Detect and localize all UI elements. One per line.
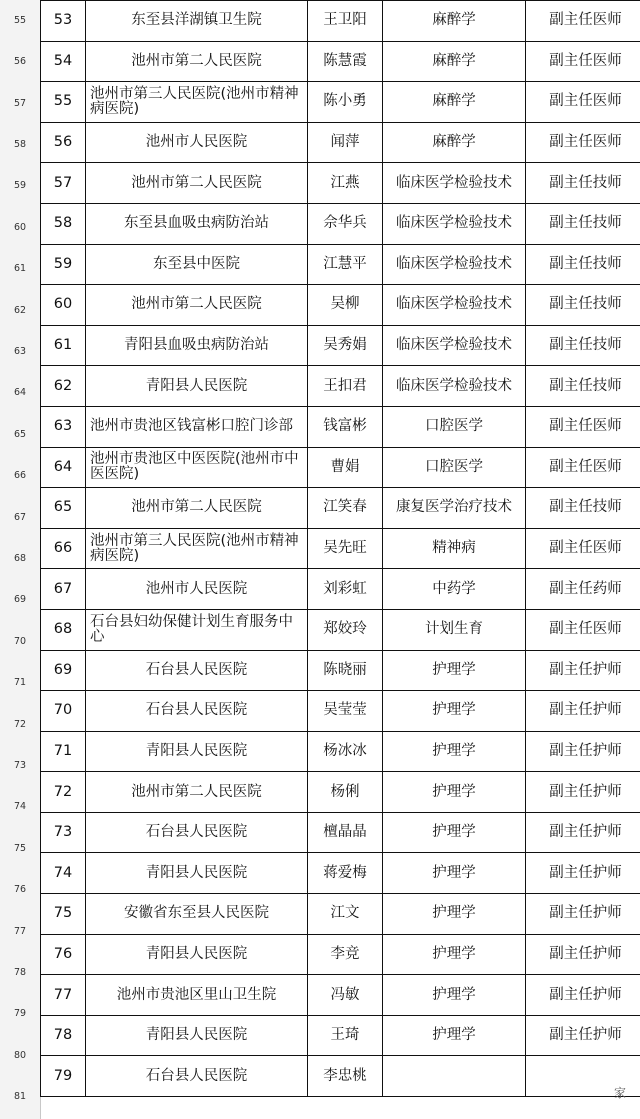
cell-serial-number: 76 <box>41 934 86 975</box>
table-row <box>41 82 640 123</box>
cell-serial-number: 69 <box>41 650 86 691</box>
cell-specialty: 麻醉学 <box>383 1 526 42</box>
cell-specialty: 口腔医学 <box>383 406 526 447</box>
cell-title: 副主任医师 <box>526 528 640 569</box>
row-number: 55 <box>13 14 27 26</box>
cell-person-name: 王卫阳 <box>308 1 383 42</box>
cell-person-name: 曹娟 <box>308 447 383 488</box>
cell-person-name: 吴莹莹 <box>308 691 383 732</box>
row-number: 73 <box>13 759 27 771</box>
cell-work-unit: 池州市第二人民医院 <box>86 772 308 813</box>
cell-serial-number: 65 <box>41 488 86 529</box>
cell-specialty: 护理学 <box>383 650 526 691</box>
cell-serial-number: 63 <box>41 406 86 447</box>
cell-serial-number: 77 <box>41 975 86 1016</box>
table-row <box>41 1 640 42</box>
cell-specialty: 护理学 <box>383 772 526 813</box>
cell-specialty: 临床医学检验技术 <box>383 163 526 204</box>
cell-serial-number: 62 <box>41 366 86 407</box>
table-row <box>41 569 640 610</box>
cell-person-name: 王琦 <box>308 1015 383 1056</box>
cell-work-unit: 池州市贵池区中医医院(池州市中医医院) <box>86 447 308 488</box>
watermark-text: 家 <box>613 1086 626 1100</box>
row-number: 76 <box>13 884 27 896</box>
cell-person-name: 吴秀娟 <box>308 325 383 366</box>
cell-work-unit: 东至县洋湖镇卫生院 <box>86 1 308 42</box>
cell-person-name: 杨俐 <box>308 772 383 813</box>
cell-work-unit: 池州市第二人民医院 <box>86 488 308 529</box>
table-row <box>41 366 640 407</box>
cell-serial-number: 71 <box>41 731 86 772</box>
cell-work-unit: 池州市贵池区钱富彬口腔门诊部 <box>86 406 308 447</box>
cell-title: 副主任护师 <box>526 975 640 1016</box>
row-number: 78 <box>13 966 27 978</box>
row-number: 58 <box>13 138 27 150</box>
cell-serial-number: 66 <box>41 528 86 569</box>
row-number: 79 <box>13 1008 27 1020</box>
row-number: 69 <box>13 594 27 606</box>
table-row <box>41 650 640 691</box>
cell-specialty: 护理学 <box>383 812 526 853</box>
table-row <box>41 731 640 772</box>
table-row <box>41 934 640 975</box>
cell-title: 副主任医师 <box>526 82 640 123</box>
row-number: 81 <box>13 1091 27 1103</box>
cell-work-unit: 青阳县人民医院 <box>86 366 308 407</box>
cell-serial-number: 75 <box>41 894 86 935</box>
cell-person-name: 杨冰冰 <box>308 731 383 772</box>
cell-specialty: 康复医学治疗技术 <box>383 488 526 529</box>
table-row <box>41 853 640 894</box>
cell-work-unit: 石台县人民医院 <box>86 691 308 732</box>
cell-serial-number: 56 <box>41 122 86 163</box>
row-number: 65 <box>13 428 27 440</box>
cell-person-name: 吴先旺 <box>308 528 383 569</box>
cell-work-unit: 池州市第二人民医院 <box>86 285 308 326</box>
cell-title: 副主任护师 <box>526 934 640 975</box>
cell-specialty: 计划生育 <box>383 609 526 650</box>
cell-work-unit: 青阳县人民医院 <box>86 934 308 975</box>
cell-work-unit: 青阳县人民医院 <box>86 1015 308 1056</box>
cell-person-name: 冯敏 <box>308 975 383 1016</box>
cell-title: 副主任技师 <box>526 163 640 204</box>
cell-work-unit: 东至县中医院 <box>86 244 308 285</box>
table-row <box>41 609 640 650</box>
cell-person-name: 佘华兵 <box>308 203 383 244</box>
table-row <box>41 406 640 447</box>
cell-person-name: 王扣君 <box>308 366 383 407</box>
cell-specialty: 临床医学检验技术 <box>383 285 526 326</box>
row-number: 70 <box>13 635 27 647</box>
row-number: 57 <box>13 97 27 109</box>
cell-serial-number: 74 <box>41 853 86 894</box>
cell-work-unit: 石台县人民医院 <box>86 650 308 691</box>
cell-serial-number: 67 <box>41 569 86 610</box>
title-list-table <box>40 0 640 1097</box>
cell-person-name: 陈小勇 <box>308 82 383 123</box>
cell-person-name: 闻萍 <box>308 122 383 163</box>
cell-serial-number: 70 <box>41 691 86 732</box>
cell-serial-number: 57 <box>41 163 86 204</box>
cell-serial-number: 58 <box>41 203 86 244</box>
cell-serial-number: 79 <box>41 1056 86 1097</box>
cell-work-unit: 石台县人民医院 <box>86 812 308 853</box>
cell-work-unit: 池州市第三人民医院(池州市精神病医院) <box>86 528 308 569</box>
cell-person-name: 檀晶晶 <box>308 812 383 853</box>
row-number: 60 <box>13 221 27 233</box>
cell-title: 副主任护师 <box>526 650 640 691</box>
cell-title: 副主任护师 <box>526 853 640 894</box>
cell-specialty: 护理学 <box>383 691 526 732</box>
cell-specialty: 麻醉学 <box>383 41 526 82</box>
cell-specialty: 麻醉学 <box>383 122 526 163</box>
cell-work-unit: 石台县妇幼保健计划生育服务中心 <box>86 609 308 650</box>
cell-work-unit: 池州市人民医院 <box>86 122 308 163</box>
cell-work-unit: 池州市人民医院 <box>86 569 308 610</box>
row-number: 68 <box>13 552 27 564</box>
cell-title: 副主任药师 <box>526 569 640 610</box>
table-row <box>41 163 640 204</box>
cell-specialty: 临床医学检验技术 <box>383 366 526 407</box>
cell-work-unit: 池州市贵池区里山卫生院 <box>86 975 308 1016</box>
cell-specialty: 麻醉学 <box>383 82 526 123</box>
table-row <box>41 447 640 488</box>
row-number: 80 <box>13 1049 27 1061</box>
cell-work-unit: 安徽省东至县人民医院 <box>86 894 308 935</box>
table-row <box>41 1056 640 1097</box>
cell-title: 副主任护师 <box>526 1015 640 1056</box>
row-number: 59 <box>13 180 27 192</box>
table-row <box>41 488 640 529</box>
table-row <box>41 975 640 1016</box>
cell-person-name: 陈慧霞 <box>308 41 383 82</box>
cell-person-name: 钱富彬 <box>308 406 383 447</box>
row-number: 56 <box>13 56 27 68</box>
cell-work-unit: 池州市第二人民医院 <box>86 163 308 204</box>
cell-serial-number: 64 <box>41 447 86 488</box>
table-body <box>41 1 640 1097</box>
cell-title: 副主任医师 <box>526 1 640 42</box>
row-number: 77 <box>13 925 27 937</box>
table-row <box>41 244 640 285</box>
table-row <box>41 325 640 366</box>
table-row <box>41 41 640 82</box>
cell-title: 副主任护师 <box>526 731 640 772</box>
cell-serial-number: 55 <box>41 82 86 123</box>
cell-work-unit: 青阳县人民医院 <box>86 853 308 894</box>
row-number: 71 <box>13 677 27 689</box>
cell-serial-number: 61 <box>41 325 86 366</box>
cell-specialty <box>383 1056 526 1097</box>
cell-title: 副主任技师 <box>526 285 640 326</box>
cell-serial-number: 59 <box>41 244 86 285</box>
cell-specialty: 中药学 <box>383 569 526 610</box>
table-row <box>41 894 640 935</box>
table-row <box>41 691 640 732</box>
cell-specialty: 护理学 <box>383 934 526 975</box>
row-number: 75 <box>13 842 27 854</box>
cell-person-name: 蒋爱梅 <box>308 853 383 894</box>
cell-work-unit: 石台县人民医院 <box>86 1056 308 1097</box>
cell-title: 副主任技师 <box>526 325 640 366</box>
row-number: 63 <box>13 345 27 357</box>
cell-person-name: 江慧平 <box>308 244 383 285</box>
cell-title: 副主任护师 <box>526 894 640 935</box>
cell-specialty: 护理学 <box>383 1015 526 1056</box>
cell-specialty: 口腔医学 <box>383 447 526 488</box>
cell-title: 副主任技师 <box>526 203 640 244</box>
cell-serial-number: 60 <box>41 285 86 326</box>
cell-title: 副主任技师 <box>526 488 640 529</box>
cell-title: 副主任医师 <box>526 406 640 447</box>
cell-person-name: 江文 <box>308 894 383 935</box>
cell-title: 副主任技师 <box>526 244 640 285</box>
cell-title: 副主任护师 <box>526 812 640 853</box>
cell-specialty: 精神病 <box>383 528 526 569</box>
table-row <box>41 1015 640 1056</box>
row-number: 72 <box>13 718 27 730</box>
cell-serial-number: 73 <box>41 812 86 853</box>
cell-person-name: 李竞 <box>308 934 383 975</box>
cell-person-name: 陈晓丽 <box>308 650 383 691</box>
row-number: 74 <box>13 801 27 813</box>
cell-person-name: 吴柳 <box>308 285 383 326</box>
table-row <box>41 812 640 853</box>
row-number: 66 <box>13 470 27 482</box>
cell-serial-number: 72 <box>41 772 86 813</box>
cell-work-unit: 青阳县人民医院 <box>86 731 308 772</box>
table-row <box>41 122 640 163</box>
cell-work-unit: 东至县血吸虫病防治站 <box>86 203 308 244</box>
cell-title: 副主任护师 <box>526 691 640 732</box>
cell-specialty: 护理学 <box>383 894 526 935</box>
table-row <box>41 772 640 813</box>
cell-specialty: 临床医学检验技术 <box>383 203 526 244</box>
cell-specialty: 护理学 <box>383 731 526 772</box>
cell-work-unit: 池州市第三人民医院(池州市精神病医院) <box>86 82 308 123</box>
cell-person-name: 郑姣玲 <box>308 609 383 650</box>
cell-title: 副主任医师 <box>526 41 640 82</box>
cell-title: 副主任护师 <box>526 772 640 813</box>
cell-serial-number: 78 <box>41 1015 86 1056</box>
cell-title: 副主任医师 <box>526 447 640 488</box>
cell-serial-number: 68 <box>41 609 86 650</box>
cell-serial-number: 54 <box>41 41 86 82</box>
table-row <box>41 285 640 326</box>
table-row <box>41 528 640 569</box>
cell-specialty: 临床医学检验技术 <box>383 325 526 366</box>
cell-person-name: 江燕 <box>308 163 383 204</box>
row-number: 62 <box>13 304 27 316</box>
row-number: 64 <box>13 387 27 399</box>
table-row <box>41 203 640 244</box>
cell-person-name: 李忠桃 <box>308 1056 383 1097</box>
cell-work-unit: 池州市第二人民医院 <box>86 41 308 82</box>
cell-title: 副主任医师 <box>526 122 640 163</box>
cell-person-name: 江笑春 <box>308 488 383 529</box>
cell-specialty: 护理学 <box>383 975 526 1016</box>
cell-work-unit: 青阳县血吸虫病防治站 <box>86 325 308 366</box>
row-number: 61 <box>13 263 27 275</box>
cell-title: 副主任医师 <box>526 609 640 650</box>
cell-title: 副主任技师 <box>526 366 640 407</box>
row-number: 67 <box>13 511 27 523</box>
cell-serial-number: 53 <box>41 1 86 42</box>
cell-specialty: 临床医学检验技术 <box>383 244 526 285</box>
cell-person-name: 刘彩虹 <box>308 569 383 610</box>
cell-specialty: 护理学 <box>383 853 526 894</box>
